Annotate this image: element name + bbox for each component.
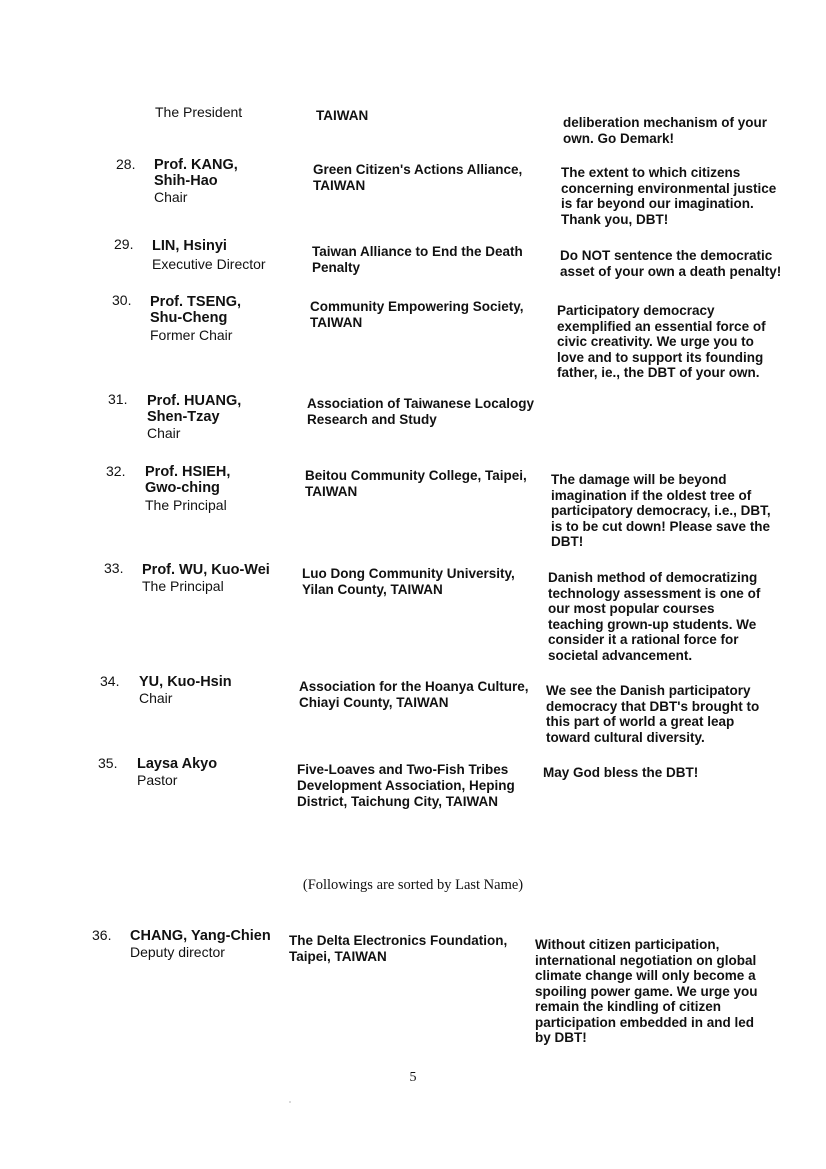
signatory-message: Participatory democracy exemplified an essential force of civic creativity. We urge you to love and to support its founding father, ie., the DBT of your own. — [557, 303, 766, 380]
sort-note: (Followings are sorted by Last Name) — [302, 877, 524, 893]
entry-number: 29. — [114, 236, 134, 252]
signatory-role: Deputy director — [130, 944, 225, 960]
signatory-role: Chair — [154, 189, 188, 205]
signatory-message: Do NOT sentence the democratic asset of your own a death penalty! — [560, 248, 782, 279]
signatory-message: deliberation mechanism of your own. Go Demark! — [563, 115, 768, 146]
signatory-role: The President — [155, 104, 243, 120]
signatory-role: Pastor — [137, 772, 178, 788]
signatory-message: We see the Danish participatory democracy that DBT's brought to this part of world a great leap toward cultural diversity. — [546, 683, 760, 745]
signatory-organization: Association for the Hoanya Culture, Chiayi County, TAIWAN — [299, 679, 529, 710]
page-number: 5 — [409, 1070, 417, 1085]
entry-number: 30. — [112, 292, 132, 308]
entry-number: 35. — [98, 755, 118, 771]
signatory-organization: The Delta Electronics Foundation, Taipei, TAIWAN — [289, 933, 508, 964]
signatory-name: Prof. KANG, Shih-Hao — [154, 157, 238, 189]
signatory-organization: Association of Taiwanese Localogy Research and Study — [307, 396, 535, 427]
signatory-name: CHANG, Yang-Chien — [130, 928, 271, 944]
signatory-message: Danish method of democratizing technology assessment is one of our most popular courses teaching grown-up students. We consider it a rational force for societal advancement. — [548, 570, 761, 663]
signatory-name: Prof. HUANG, Shen-Tzay — [147, 393, 242, 425]
scan-speck — [289, 1101, 291, 1103]
signatory-role: The Principal — [142, 578, 224, 594]
entry-number: 34. — [100, 673, 120, 689]
entry-number: 36. — [92, 927, 112, 943]
signatory-role: The Principal — [145, 497, 227, 513]
entry-number: 32. — [106, 463, 126, 479]
signatory-name: Prof. WU, Kuo-Wei — [142, 562, 270, 578]
entry-number: 28. — [116, 156, 136, 172]
entry-number: 31. — [108, 391, 128, 407]
signatory-name: Prof. HSIEH, Gwo-ching — [145, 464, 231, 496]
signatory-organization: Beitou Community College, Taipei, TAIWAN — [305, 468, 527, 499]
signatory-role: Chair — [147, 425, 181, 441]
signatory-message: Without citizen participation, international negotiation on global climate change will only become a spoiling power game. We urge you remain the kindling of citizen participation embedded in and led by DBT! — [535, 937, 758, 1045]
signatory-role: Chair — [139, 690, 173, 706]
signatory-message: The damage will be beyond imagination if the oldest tree of participatory democracy, i.e., DBT, is to be cut down! Please save the DBT! — [551, 472, 771, 549]
signatory-message: May God bless the DBT! — [543, 765, 699, 780]
signatory-organization: Green Citizen's Actions Alliance, TAIWAN — [313, 162, 523, 193]
entry-number: 33. — [104, 560, 124, 576]
signatory-organization: TAIWAN — [316, 108, 369, 123]
signatory-organization: Luo Dong Community University, Yilan County, TAIWAN — [302, 566, 515, 597]
signatory-organization: Taiwan Alliance to End the Death Penalty — [312, 244, 523, 275]
signatory-role: Executive Director — [152, 256, 266, 272]
signatory-name: LIN, Hsinyi — [152, 238, 227, 254]
signatory-organization: Five-Loaves and Two-Fish Tribes Development Association, Heping District, Taichung City, TAIWAN — [297, 762, 515, 809]
signatory-organization: Community Empowering Society, TAIWAN — [310, 299, 524, 330]
signatory-name: YU, Kuo-Hsin — [139, 674, 232, 690]
signatory-name: Prof. TSENG, Shu-Cheng — [150, 294, 242, 326]
signatory-message: The extent to which citizens concerning environmental justice is far beyond our imagination. Thank you, DBT! — [561, 165, 777, 227]
signatory-name: Laysa Akyo — [137, 756, 218, 772]
signatory-role: Former Chair — [150, 327, 233, 343]
